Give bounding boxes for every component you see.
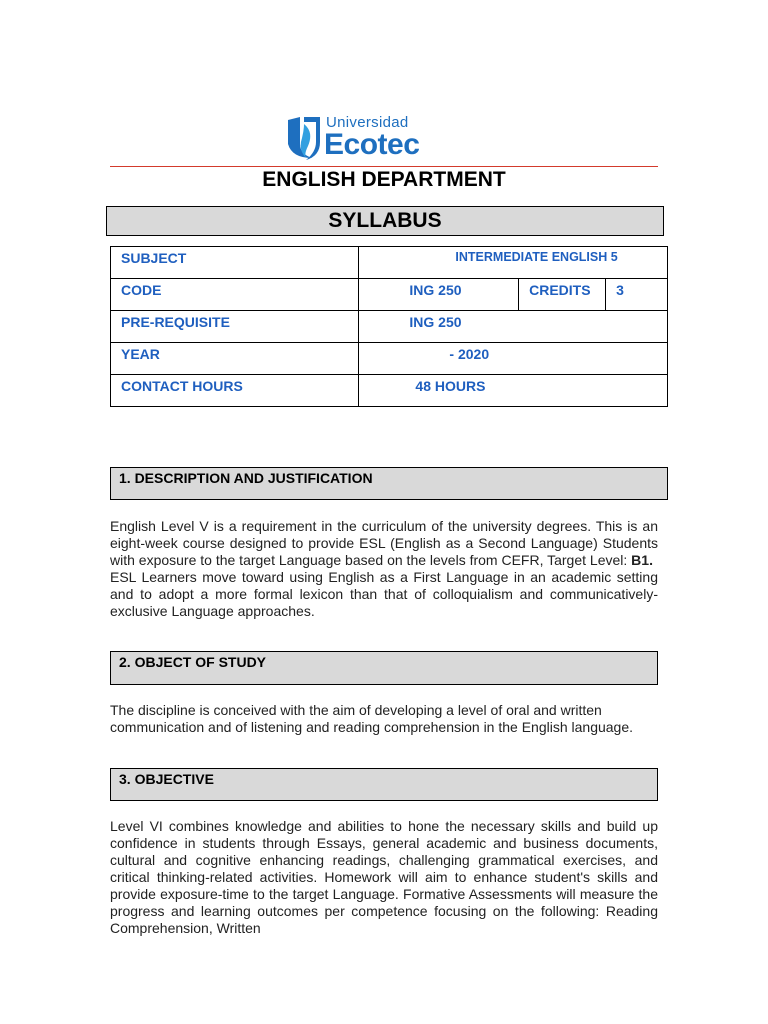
year-label: YEAR <box>121 346 160 362</box>
table-cell <box>519 279 606 311</box>
department-heading: ENGLISH DEPARTMENT <box>262 168 506 191</box>
table-cell <box>606 279 668 311</box>
table-cell <box>359 343 668 375</box>
prereq-label: PRE-REQUISITE <box>121 314 230 330</box>
target-level: B1. <box>631 552 653 568</box>
table-cell <box>359 311 668 343</box>
prereq-value: ING 250 <box>409 314 462 330</box>
subject-value: INTERMEDIATE ENGLISH 5 <box>455 250 618 264</box>
table-row <box>111 279 668 311</box>
section-1-text-part-a: English Level V is a requirement in the curriculum of the university degrees. This is an eight-week course designed to provide ESL (English as a Second Language) Students with exposure to the target Language based on the levels from CEFR, Target Level: <box>110 518 658 568</box>
section-3-heading: 3. OBJECTIVE <box>110 768 658 801</box>
table-row <box>111 247 668 279</box>
hours-value: 48 HOURS <box>415 378 486 394</box>
table-cell <box>359 279 519 311</box>
credits-label: CREDITS <box>529 282 591 298</box>
section-2-heading: 2. OBJECT OF STUDY <box>110 651 658 685</box>
subject-label: SUBJECT <box>121 250 187 266</box>
table-row <box>111 311 668 343</box>
credits-value: 3 <box>616 282 624 298</box>
table-cell <box>111 375 359 407</box>
table-cell <box>111 279 359 311</box>
section-1-text <box>110 518 658 620</box>
university-logo <box>284 112 444 164</box>
section-2-text: The discipline is conceived with the aim of developing a level of oral and written communication and of listening and reading comprehension in the English language. <box>110 702 634 735</box>
table-cell <box>359 247 668 279</box>
logo-subtitle: Universidad <box>326 114 409 131</box>
table-row <box>111 375 668 407</box>
hours-label: CONTACT HOURS <box>121 378 243 394</box>
table-cell <box>111 343 359 375</box>
logo-title: Ecotec <box>324 128 420 161</box>
section-1-text-part-b: ESL Learners move toward using English as a First Language in an academic setting and to adopt a more formal lexicon than that of colloquialism and communicatively-exclusive Language approaches. <box>110 569 658 619</box>
header-divider <box>110 166 658 167</box>
table-cell <box>111 311 359 343</box>
code-label: CODE <box>121 282 162 298</box>
section-1-heading: 1. DESCRIPTION AND JUSTIFICATION <box>110 467 668 500</box>
table-cell <box>111 247 359 279</box>
table-cell <box>359 375 668 407</box>
shield-logo-icon <box>284 114 324 162</box>
course-info-table <box>110 246 668 407</box>
year-value: - 2020 <box>449 346 490 362</box>
table-row <box>111 343 668 375</box>
syllabus-title: SYLLABUS <box>106 206 664 236</box>
code-value: ING 250 <box>409 282 462 298</box>
section-3-text: Level VI combines knowledge and abilities to hone the necessary skills and build up confidence in students through Essays, general academic and business documents, cultural and cognitive enhancing readings, challenging grammatical exercises, and critical thinking-related activities. Homework will aim to enhance student's skills and provide exposure-time to the target Language. Formative Assessments will measure the progress and learning outcomes per competence focusing on the following: Reading Comprehension, Written <box>110 818 658 936</box>
